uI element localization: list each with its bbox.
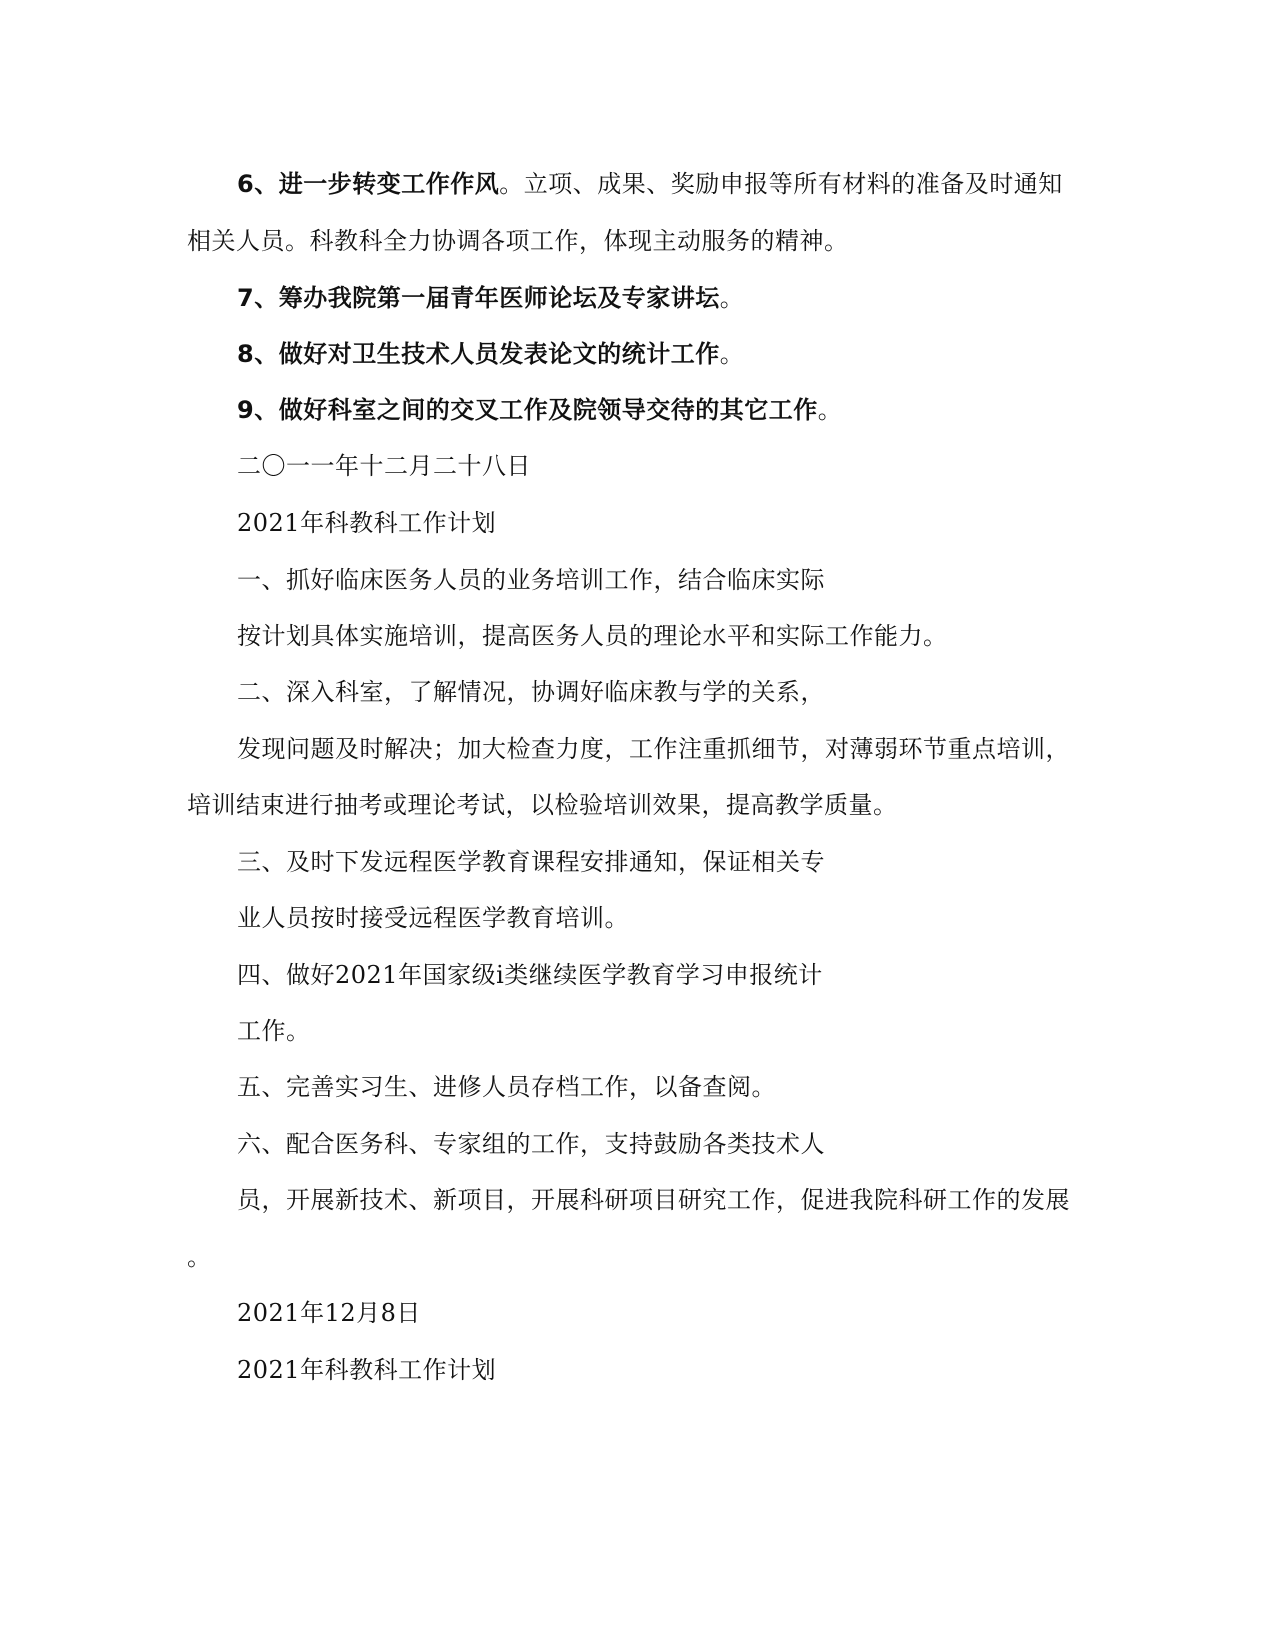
item-9-heading: 9、做好科室之间的交叉工作及院领导交待的其它工作 [237, 396, 818, 424]
item-6-line-1 [237, 169, 1063, 199]
item-7-heading: 7、筹办我院第一届青年医师论坛及专家讲坛 [237, 284, 720, 312]
item-6-line-2: 相关人员。科教科全力协调各项工作，体现主动服务的精神。 [187, 227, 849, 255]
section-3-line-1: 三、及时下发远程医学教育课程安排通知，保证相关专 [237, 848, 825, 876]
section-2-line-2: 发现问题及时解决；加大检查力度，工作注重抓细节，对薄弱环节重点培训， [237, 735, 1070, 763]
item-9 [237, 395, 842, 425]
section-2-line-3: 培训结束进行抽考或理论考试，以检验培训效果，提高教学质量。 [187, 791, 898, 819]
date-line-2: 2021年12月8日 [237, 1299, 421, 1327]
item-8-heading: 8、做好对卫生技术人员发表论文的统计工作 [237, 340, 720, 368]
item-7-punct: 。 [719, 284, 745, 312]
plan-title: 2021年科教科工作计划 [237, 509, 497, 537]
section-6-line-2: 员，开展新技术、新项目，开展科研项目研究工作，促进我院科研工作的发展 [237, 1186, 1070, 1214]
item-6-heading: 6、进一步转变工作作风 [237, 170, 500, 198]
section-4-line-2: 工作。 [237, 1017, 311, 1045]
section-3-line-2: 业人员按时接受远程医学教育培训。 [237, 904, 629, 932]
section-6-line-1: 六、配合医务科、专家组的工作，支持鼓励各类技术人 [237, 1130, 825, 1158]
date-line-1: 二〇一一年十二月二十八日 [237, 452, 531, 480]
section-6-line-3: 。 [187, 1243, 212, 1271]
item-6-text: 。立项、成果、奖励申报等所有材料的准备及时通知 [499, 170, 1063, 198]
section-1-line-2: 按计划具体实施培训，提高医务人员的理论水平和实际工作能力。 [237, 622, 948, 650]
plan-title-2: 2021年科教科工作计划 [237, 1356, 497, 1384]
section-4-line-1: 四、做好2021年国家级i类继续医学教育学习申报统计 [237, 961, 823, 989]
section-2-line-1: 二、深入科室，了解情况，协调好临床教与学的关系， [237, 678, 825, 706]
section-5-line-1: 五、完善实习生、进修人员存档工作，以备查阅。 [237, 1073, 776, 1101]
item-8-punct: 。 [719, 340, 745, 368]
item-9-punct: 。 [817, 396, 843, 424]
item-7 [237, 283, 744, 313]
item-8 [237, 339, 744, 369]
section-1-line-1: 一、抓好临床医务人员的业务培训工作，结合临床实际 [237, 566, 825, 594]
